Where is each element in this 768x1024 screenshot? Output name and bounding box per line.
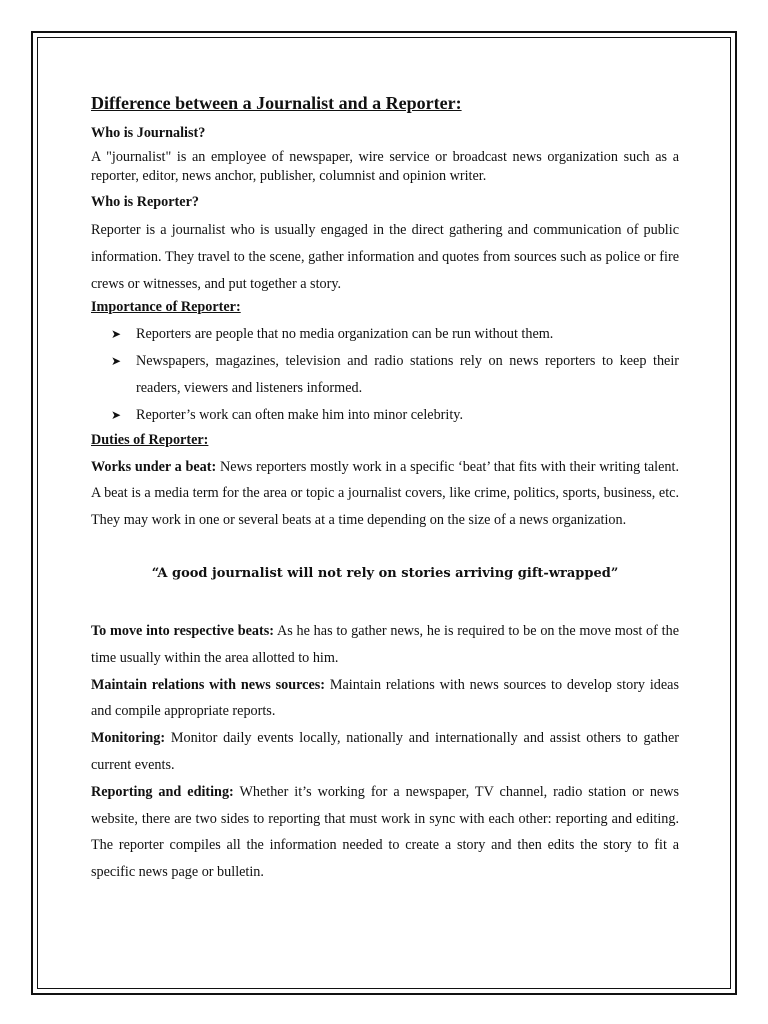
list-item-text: Newspapers, magazines, television and radio stations rely on news reporters to keep their readers, viewers and listeners informed. xyxy=(136,353,679,396)
document-title: Difference between a Journalist and a Reporter: xyxy=(91,93,462,113)
importance-list xyxy=(91,321,679,428)
list-item xyxy=(111,321,679,348)
document-body xyxy=(91,92,679,886)
journalist-heading: Who is Journalist? xyxy=(91,125,206,141)
duty-label: Reporting and editing: xyxy=(91,783,234,800)
duty-text: Maintain relations with news sources to develop story ideas and compile appropriate reports. xyxy=(91,676,679,720)
duty-text: News reporters mostly work in a specific ‘beat’ that fits with their writing talent. A beat is a media term for the area or topic a journalist covers, like crime, politics, sports, business, etc. They may work in one or several beats at a time depending on the size of a news organization. xyxy=(91,458,679,529)
duty-label: Maintain relations with news sources: xyxy=(91,676,325,693)
importance-heading: Importance of Reporter: xyxy=(91,299,241,316)
quote: “A good journalist will not rely on stories arriving gift-wrapped” xyxy=(151,565,619,581)
reporter-definition: Reporter is a journalist who is usually engaged in the direct gathering and communication of public information. They travel to the scene, gather information and quotes from sources such as police or fire crews or witnesses, and put together a story. xyxy=(91,222,679,292)
list-item xyxy=(111,348,679,402)
duty-editing xyxy=(91,779,679,886)
duty-text: As he has to gather news, he is required to be on the move most of the time usually within the area allotted to him. xyxy=(91,622,679,666)
arrow-bullet-icon: ➤ xyxy=(111,407,122,422)
duty-label: Works under a beat: xyxy=(91,458,217,475)
arrow-bullet-icon: ➤ xyxy=(111,354,122,369)
reporter-heading: Who is Reporter? xyxy=(91,194,199,210)
duty-text: Whether it’s working for a newspaper, TV channel, radio station or news website, there are two sides to reporting that must work in sync with each other: reporting and editing. The reporter compiles all the information needed to create a story and then edits the story to fit a specific news page or bulletin. xyxy=(91,783,680,881)
duty-relations xyxy=(91,672,679,726)
duties-heading: Duties of Reporter: xyxy=(91,431,209,448)
list-item xyxy=(111,402,679,429)
journalist-definition: A "journalist" is an employee of newspaper, wire service or broadcast news organization such as a reporter, editor, news anchor, publisher, columnist and opinion writer. xyxy=(91,149,679,184)
duty-label: To move into respective beats: xyxy=(91,622,274,639)
duty-monitoring xyxy=(91,725,679,779)
duty-label: Monitoring: xyxy=(91,730,166,747)
list-item-text: Reporter’s work can often make him into minor celebrity. xyxy=(136,406,464,423)
duty-text: Monitor daily events locally, nationally and internationally and assist others to gather current events. xyxy=(91,730,679,773)
duty-beat xyxy=(91,454,679,534)
duty-move xyxy=(91,618,679,672)
list-item-text: Reporters are people that no media organization can be run without them. xyxy=(136,326,554,343)
arrow-bullet-icon: ➤ xyxy=(111,327,122,342)
